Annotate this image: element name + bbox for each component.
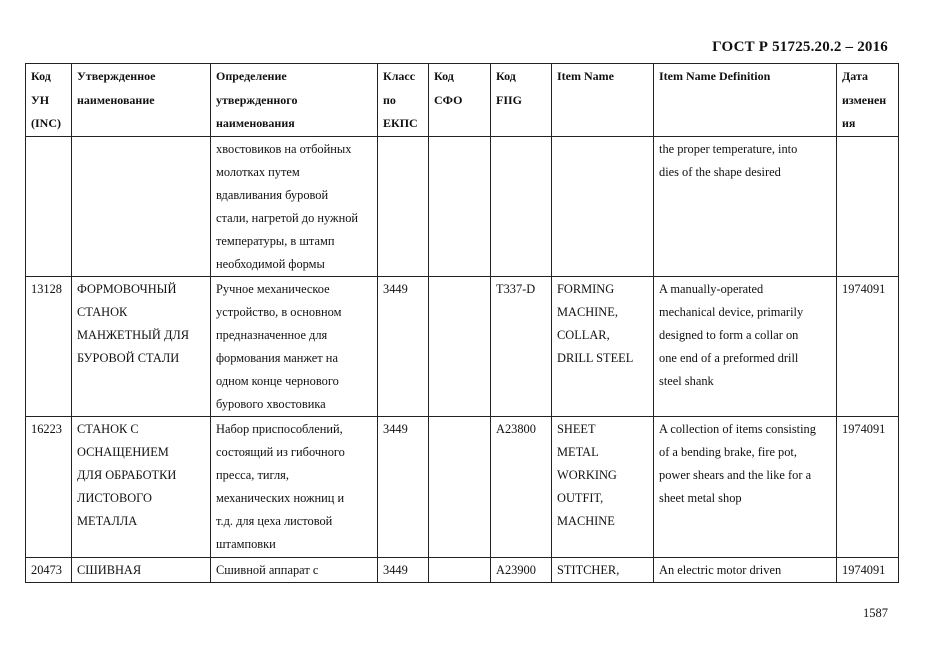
table-cell-ekps-class (378, 276, 429, 416)
column-header-text: Класс (383, 69, 416, 83)
column-header-text: Определение (216, 69, 287, 83)
document-standard-title: ГОСТ Р 51725.20.2 – 2016 (712, 39, 888, 55)
table-cell-change-date (837, 416, 899, 557)
table-cell-name-definition (211, 416, 378, 557)
column-header-text: ия (842, 116, 856, 130)
cell-text-line: 3449 (383, 562, 408, 577)
cell-text-line: пресса, тигля, (216, 467, 289, 482)
cell-text-line: sheet metal shop (659, 490, 742, 505)
cell-text-line: одном конце чернового (216, 373, 339, 388)
column-header-text: Утвержденное (77, 69, 156, 83)
table-row (26, 136, 899, 276)
table-cell-change-date (837, 136, 899, 276)
items-table (25, 63, 899, 583)
column-header-text: Код (434, 69, 454, 83)
column-header-ekps-class (378, 64, 429, 137)
cell-text-line: 3449 (383, 281, 408, 296)
cell-text-line: штамповки (216, 536, 276, 551)
cell-text-line: DRILL STEEL (557, 350, 634, 365)
column-header-name-definition (211, 64, 378, 137)
cell-text-line: dies of the shape desired (659, 164, 781, 179)
cell-text-line: 13128 (31, 281, 62, 296)
column-header-text: FIIG (496, 92, 523, 107)
cell-text-line: хвостовиков на отбойных (216, 141, 352, 156)
cell-text-line: OUTFIT, (557, 490, 604, 505)
cell-text-line: of a bending brake, fire pot, (659, 444, 797, 459)
cell-text-line: METAL (557, 444, 599, 459)
table-cell-change-date (837, 276, 899, 416)
table-cell-item-name (552, 416, 654, 557)
table-cell-fiig-code (491, 136, 552, 276)
cell-text-line: A23900 (496, 562, 536, 577)
table-cell-code-inc (26, 416, 72, 557)
cell-text-line: designed to form a collar on (659, 327, 799, 342)
cell-text-line: FORMING (557, 281, 615, 296)
cell-text-line: ДЛЯ ОБРАБОТКИ (77, 467, 177, 482)
cell-text-line: STITCHER, (557, 562, 620, 577)
table-cell-code-inc (26, 136, 72, 276)
cell-text-line: т.д. для цеха листовой (216, 513, 333, 528)
column-header-text: Код (496, 69, 516, 83)
cell-text-line: A23800 (496, 421, 536, 436)
cell-text-line: формования манжет на (216, 350, 338, 365)
column-header-sfo-code (429, 64, 491, 137)
cell-text-line: СШИВНАЯ (77, 562, 142, 577)
column-header-text: по (383, 92, 396, 107)
cell-text-line: МАНЖЕТНЫЙ ДЛЯ (77, 327, 190, 342)
cell-text-line: the proper temperature, into (659, 141, 798, 156)
cell-text-line: предназначенное для (216, 327, 328, 342)
cell-text-line: ОСНАЩЕНИЕМ (77, 444, 169, 459)
cell-text-line: A collection of items consisting (659, 421, 816, 436)
table-cell-approved-name (72, 416, 211, 557)
table-cell-change-date (837, 557, 899, 582)
cell-text-line: 20473 (31, 562, 62, 577)
table-cell-item-name (552, 136, 654, 276)
cell-text-line: механических ножниц и (216, 490, 345, 505)
cell-text-line: MACHINE, (557, 304, 618, 319)
cell-text-line: 1974091 (842, 281, 886, 296)
table-cell-name-definition (211, 136, 378, 276)
column-header-text: ЕКПС (383, 116, 418, 130)
table-cell-fiig-code (491, 276, 552, 416)
table-cell-item-name-definition (654, 557, 837, 582)
column-header-code-inc (26, 64, 72, 137)
cell-text-line: ФОРМОВОЧНЫЙ (77, 281, 177, 296)
table-cell-sfo-code (429, 136, 491, 276)
cell-text-line: steel shank (659, 373, 714, 388)
cell-text-line: A manually-operated (659, 281, 764, 296)
cell-text-line: COLLAR, (557, 327, 610, 342)
cell-text-line: вдавливания буровой (216, 187, 329, 202)
table-cell-name-definition (211, 557, 378, 582)
column-header-text: Дата (842, 69, 868, 83)
column-header-text: наименование (77, 92, 155, 107)
cell-text-line: 1974091 (842, 562, 886, 577)
cell-text-line: SHEET (557, 421, 596, 436)
column-header-text: наименования (216, 116, 295, 130)
table-cell-ekps-class (378, 557, 429, 582)
column-header-item-name (552, 64, 654, 137)
cell-text-line: СТАНОК С (77, 421, 139, 436)
table-cell-item-name (552, 276, 654, 416)
column-header-approved-name (72, 64, 211, 137)
column-header-text: Item Name Definition (659, 69, 771, 83)
page-number: 1587 (863, 606, 888, 620)
cell-text-line: Набор приспособлений, (216, 421, 343, 436)
cell-text-line: БУРОВОЙ СТАЛИ (77, 350, 180, 365)
table-cell-item-name-definition (654, 276, 837, 416)
cell-text-line: Сшивной аппарат с (216, 562, 319, 577)
table-cell-approved-name (72, 136, 211, 276)
table-cell-sfo-code (429, 416, 491, 557)
column-header-text: изменен (842, 92, 887, 107)
column-header-text: утвержденного (216, 92, 298, 107)
table-cell-ekps-class (378, 416, 429, 557)
table-cell-approved-name (72, 557, 211, 582)
cell-text-line: 3449 (383, 421, 408, 436)
cell-text-line: 16223 (31, 421, 62, 436)
cell-text-line: mechanical device, primarily (659, 304, 804, 319)
column-header-item-name-definition (654, 64, 837, 137)
table-cell-item-name (552, 557, 654, 582)
cell-text-line: WORKING (557, 467, 617, 482)
cell-text-line: МЕТАЛЛА (77, 513, 138, 528)
table-cell-fiig-code (491, 416, 552, 557)
table-cell-sfo-code (429, 276, 491, 416)
table-cell-code-inc (26, 557, 72, 582)
cell-text-line: MACHINE (557, 513, 615, 528)
table-cell-code-inc (26, 276, 72, 416)
table-row (26, 276, 899, 416)
cell-text-line: Ручное механическое (216, 281, 330, 296)
column-header-text: Код (31, 69, 51, 83)
table-cell-approved-name (72, 276, 211, 416)
table-header-row (26, 64, 899, 137)
cell-text-line: power shears and the like for a (659, 467, 812, 482)
table-cell-item-name-definition (654, 416, 837, 557)
cell-text-line: необходимой формы (216, 256, 325, 271)
column-header-text: Item Name (557, 69, 614, 83)
table-cell-item-name-definition (654, 136, 837, 276)
cell-text-line: состоящий из гибочного (216, 444, 345, 459)
cell-text-line: one end of a preformed drill (659, 350, 799, 365)
table-body (26, 136, 899, 582)
column-header-change-date (837, 64, 899, 137)
table-cell-fiig-code (491, 557, 552, 582)
cell-text-line: молотках путем (216, 164, 300, 179)
table-cell-sfo-code (429, 557, 491, 582)
cell-text-line: устройство, в основном (216, 304, 342, 319)
cell-text-line: СТАНОК (77, 304, 128, 319)
table-row (26, 416, 899, 557)
column-header-text: СФО (434, 92, 463, 107)
table-row (26, 557, 899, 582)
cell-text-line: стали, нагретой до нужной (216, 210, 359, 225)
cell-text-line: 1974091 (842, 421, 886, 436)
table-cell-ekps-class (378, 136, 429, 276)
column-header-text: (INC) (31, 116, 61, 130)
table-cell-name-definition (211, 276, 378, 416)
column-header-fiig-code (491, 64, 552, 137)
column-header-text: УН (31, 92, 50, 107)
cell-text-line: температуры, в штамп (216, 233, 335, 248)
cell-text-line: бурового хвостовика (216, 396, 326, 411)
cell-text-line: T337-D (496, 281, 536, 296)
cell-text-line: ЛИСТОВОГО (77, 490, 152, 505)
cell-text-line: An electric motor driven (659, 562, 782, 577)
